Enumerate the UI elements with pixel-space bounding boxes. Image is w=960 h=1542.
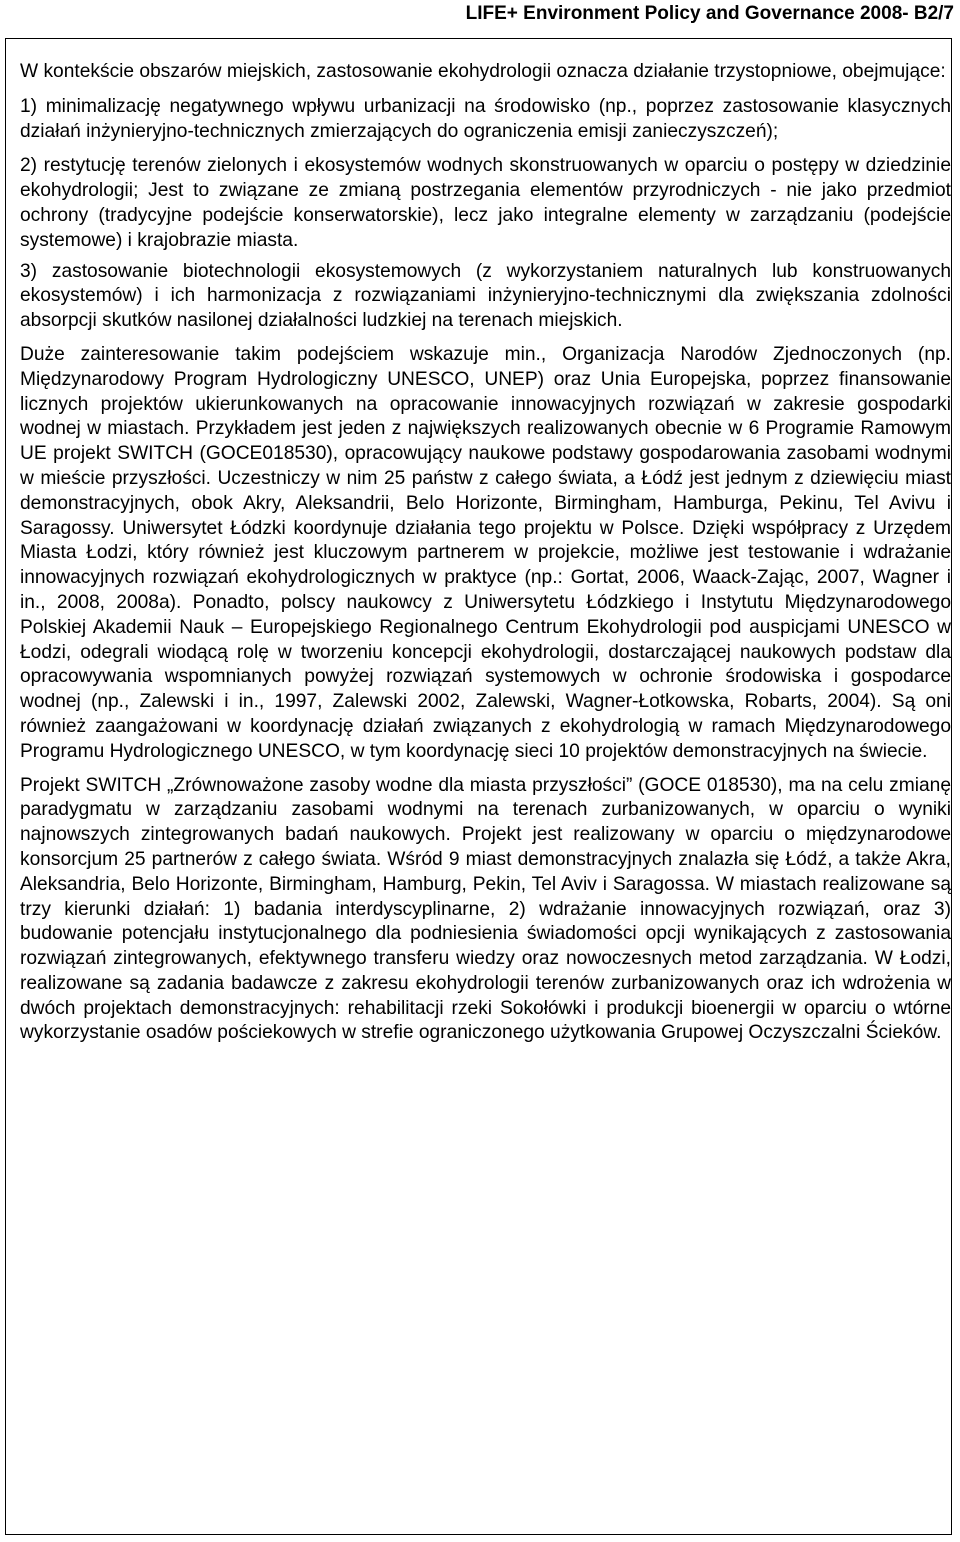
paragraph-point-3: 3) zastosowanie biotechnologii ekosystemowych (z wykorzystaniem naturalnych lub konstruowanych ekosystemów) i ich harmonizacja z rozwiązaniami inżynieryjno-technicznymi dla zwiększania zdolności absorpcji skutków nasilonej działalności ludzkiej na terenach miejskich.	[20, 260, 951, 332]
document-body	[20, 60, 951, 1056]
paragraph-point-1: 1) minimalizację negatywnego wpływu urbanizacji na środowisko (np., poprzez zastosowanie klasycznych działań inżynieryjno-technicznych zmierzających do ograniczenia emisji zanieczyszczeń);	[20, 95, 951, 142]
paragraph-switch-context: Duże zainteresowanie takim podejściem wskazuje min., Organizacja Narodów Zjednoczonych (np. Międzynarodowy Program Hydrologiczny UNESCO, UNEP) oraz Unia Europejska, poprzez finansowanie licznych projektów ukierunkowanych na opracowanie innowacyjnych rozwiązań w zakresie gospodarki wodnej w miastach. Przykładem jest jeden z największych realizowanych obecnie w 6 Programie Ramowym UE projekt SWITCH (GOCE018530), opracowujący naukowe podstawy gospodarowania zasobami wodnymi w mieście przyszłości. Uczestniczy w nim 25 państw z całego świata, a Łódź jest jednym z dziewięciu miast demonstracyjnych, obok Akry, Aleksandrii, Belo Horizonte, Birmingham, Hamburga, Pekinu, Tel Avivu i Saragossy. Uniwersytet Łódzki koordynuje działania tego projektu w Polsce. Dzięki współpracy z Urzędem Miasta Łodzi, który również jest kluczowym partnerem w projekcie, możliwe jest testowanie i wdrażanie innowacyjnych rozwiązań ekohydrologicznych w praktyce (np.: Gortat, 2006, Waack-Zając, 2007, Wagner i in., 2008, 2008a). Ponadto, polscy naukowcy z Uniwersytetu Łódzkiego i Instytutu Międzynarodowego Polskiej Akademii Nauk – Europejskiego Regionalnego Centrum Ekohydrologii pod auspicjami UNESCO w Łodzi, odegrali wiodącą rolę w tworzeniu koncepcji ekohydrologii, dostarczającej naukowych podstaw dla opracowywania wspomnianych powyżej rozwiązań systemowych w ochronie środowiska i gospodarce wodnej (np., Zalewski i in., 1997, Zalewski 2002, Zalewski, Wagner-Łotkowska, Robarts, 2004). Są oni również zaangażowani w koordynację działań związanych z ekohydrologią w ramach Międzynarodowego Programu Hydrologicznego UNESCO, w tym koordynację sieci 10 projektów demonstracyjnych na świecie.	[20, 343, 951, 762]
page-header-title: LIFE+ Environment Policy and Governance 2008- B2/7	[465, 3, 954, 24]
paragraph-point-2: 2) restytucję terenów zielonych i ekosystemów wodnych skonstruowanych w oparciu o postępy w dziedzinie ekohydrologii; Jest to związane ze zmianą postrzegania elementów przyrodniczych - nie jako przedmiot ochrony (tradycyjne podejście konserwatorskie), lecz jako integralne elementy w zarządzaniu (podejście systemowe) i krajobrazie miasta.	[20, 155, 951, 251]
paragraph-switch-project: Projekt SWITCH „Zrównoważone zasoby wodne dla miasta przyszłości” (GOCE 018530), ma na celu zmianę paradygmatu w zarządzaniu zasobami wodnymi na terenach zurbanizowanych, w oparciu o wyniki najnowszych zintegrowanych badań naukowych. Projekt jest realizowany w oparciu o międzynarodowe konsorcjum 25 partnerów z całego świata. Wśród 9 miast demonstracyjnych znalazła się Łódź, a także Akra, Aleksandria, Belo Horizonte, Birmingham, Hamburg, Pekin, Tel Aviv i Saragossa. W miastach realizowane są trzy kierunki działań: 1) badania interdyscyplinarne, 2) wdrażanie innowacyjnych rozwiązań, oraz 3) budowanie potencjału instytucjonalnego dla podniesienia świadomości opcji wynikających z zastosowania rozwiązań zintegrowanych, efektywnego transferu wiedzy oraz nowoczesnych metod zarządzania. W Łodzi, realizowane są zadania badawcze z zakresu ekohydrologii terenów zurbanizowanych oraz ich wdrożenia w dwóch projektach demonstracyjnych: rehabilitacji rzeki Sokołówki i produkcji bioenergii w oparciu o wtórne wykorzystanie osadów pościekowych w strefie ograniczonego użytkowania Grupowej Oczyszczalni Ścieków.	[20, 774, 951, 1044]
content-frame	[5, 38, 952, 1535]
paragraph-intro: W kontekście obszarów miejskich, zastosowanie ekohydrologii oznacza działanie trzystopniowe, obejmujące:	[20, 61, 946, 82]
